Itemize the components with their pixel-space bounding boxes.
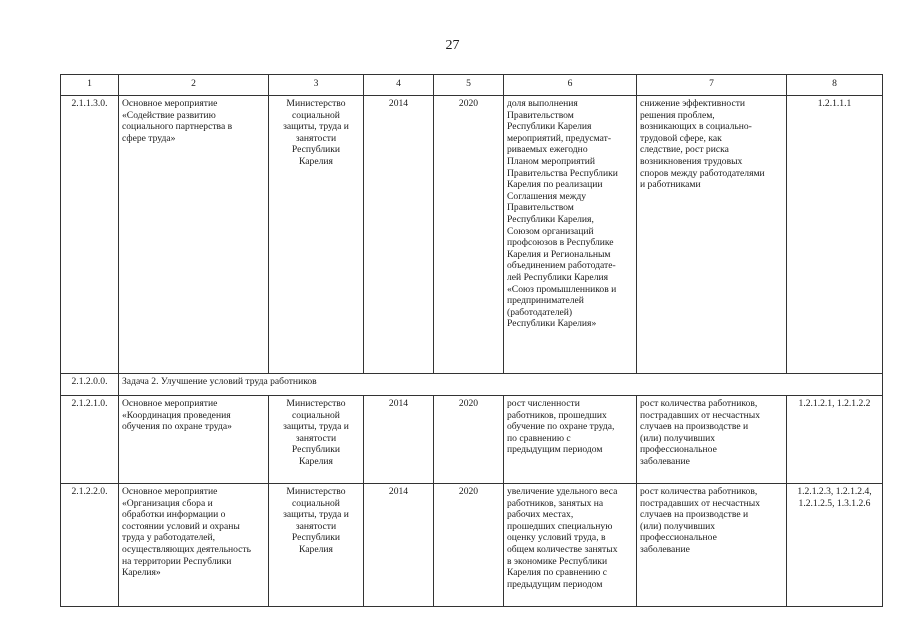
end-year-cell: 2020 [434,484,504,607]
measures-table [60,74,883,607]
task-row [61,374,883,396]
consequences-cell: рост количества работников, пострадавших от несчастных случаев на производстве и (или) получивших профессиональное заболевание [637,484,787,607]
code-cell: 2.1.2.2.0. [61,484,119,607]
consequences-cell: рост количества работников, пострадавших от несчастных случаев на производстве и (или) получивших профессиональное заболевание [637,396,787,484]
start-year-cell: 2014 [364,484,434,607]
header-cell: 4 [364,75,434,96]
header-cell: 6 [504,75,637,96]
task-title-cell: Задача 2. Улучшение условий труда работников [119,374,883,396]
header-cell: 1 [61,75,119,96]
table-row [61,484,883,607]
header-cell: 5 [434,75,504,96]
indicators-cell: 1.2.1.2.1, 1.2.1.2.2 [787,396,883,484]
start-year-cell: 2014 [364,396,434,484]
page-number: 27 [445,38,460,53]
table-row [61,396,883,484]
table-header-row [61,75,883,96]
executor-cell: Министерство социальной защиты, труда и занятости Республики Карелия [269,396,364,484]
indicators-cell: 1.2.1.1.1 [787,96,883,374]
result-cell: увеличение удельного веса работников, занятых на рабочих местах, прошедших специальную оценку условий труда, в общем количестве занятых в экономике Республики Карелия по сравнению с предыдущим периодом [504,484,637,607]
executor-cell: Министерство социальной защиты, труда и занятости Республики Карелия [269,484,364,607]
code-cell: 2.1.2.1.0. [61,396,119,484]
result-cell: доля выполнения Правительством Республики Карелия мероприятий, предусмат- риваемых ежегодно Планом мероприятий Правительства Республики Карелия по реализации Соглашения между Правительством Республики Карелия, Союзом организаций профсоюзов в Республике Карелия и Региональным объединением работодате- лей Республики Карелия «Союз промышленников и предпринимателей (работодателей) Республики Карелия» [504,96,637,374]
header-cell: 3 [269,75,364,96]
result-cell: рост численности работников, прошедших обучение по охране труда, по сравнению с предыдущим периодом [504,396,637,484]
header-cell: 7 [637,75,787,96]
code-cell: 2.1.1.3.0. [61,96,119,374]
end-year-cell: 2020 [434,396,504,484]
indicators-cell: 1.2.1.2.3, 1.2.1.2.4, 1.2.1.2.5, 1.3.1.2.6 [787,484,883,607]
header-cell: 8 [787,75,883,96]
measure-cell: Основное мероприятие «Содействие развитию социального партнерства в сфере труда» [119,96,269,374]
task-code-cell: 2.1.2.0.0. [61,374,119,396]
measure-cell: Основное мероприятие «Организация сбора и обработки информации о состоянии условий и охраны труда у работодателей, осуществляющих деятельность на территории Республики Карелия» [119,484,269,607]
measure-cell: Основное мероприятие «Координация проведения обучения по охране труда» [119,396,269,484]
header-cell: 2 [119,75,269,96]
executor-cell: Министерство социальной защиты, труда и занятости Республики Карелия [269,96,364,374]
end-year-cell: 2020 [434,96,504,374]
consequences-cell: снижение эффективности решения проблем, возникающих в социально- трудовой сфере, как следствие, рост риска возникновения трудовых споров между работодателями и работниками [637,96,787,374]
table-row [61,96,883,374]
start-year-cell: 2014 [364,96,434,374]
